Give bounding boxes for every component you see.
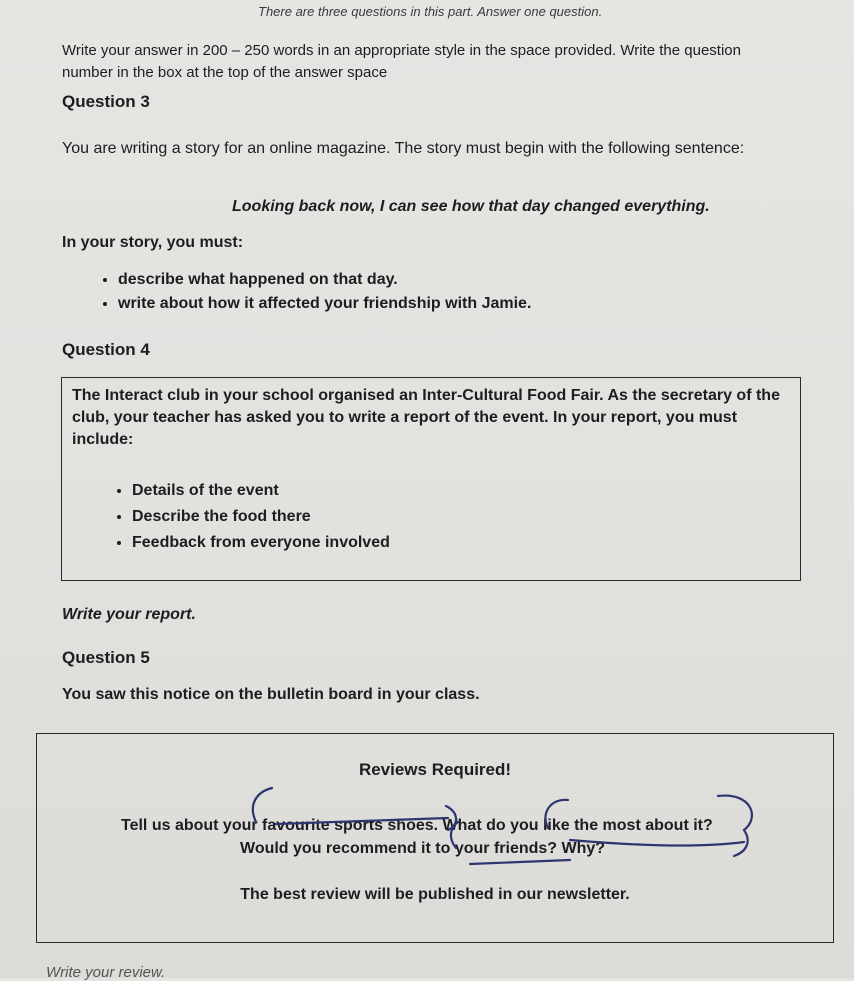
question-5-intro: You saw this notice on the bulletin board in your class.	[62, 686, 480, 703]
list-item: • write about how it affected your friendship with Jamie.	[118, 292, 531, 316]
notice-line-2: Would you recommend it to your friends? Why?	[240, 840, 606, 857]
list-item: • Details of the event	[132, 478, 390, 504]
footer-text: Write your review.	[46, 964, 166, 981]
question-3-must: In your story, you must:	[62, 234, 244, 251]
question-3-quote: Looking back now, I can see how that day changed everything.	[232, 198, 710, 215]
question-5-heading: Question 5	[62, 648, 150, 667]
notice-line-1: Tell us about your favourite sports shoes. What do you like the most about it?	[121, 817, 713, 834]
list-item: • describe what happened on that day.	[118, 268, 531, 292]
notice-title: Reviews Required!	[358, 760, 512, 779]
instructions-text: Write your answer in 200 – 250 words in an appropriate style in the space provided. Write the question number in the box at the top of the answer space	[62, 42, 741, 81]
question-4-heading: Question 4	[62, 340, 150, 359]
question-3-prompt: You are writing a story for an online magazine. The story must begin with the following sentence:	[62, 140, 745, 157]
question-4-bullets	[114, 478, 390, 556]
list-item: • Feedback from everyone involved	[132, 530, 390, 556]
question-3-heading: Question 3	[62, 92, 150, 111]
list-item: • Describe the food there	[132, 504, 390, 530]
question-4-box-text: The Interact club in your school organised an Inter-Cultural Food Fair. As the secretary of the club, your teacher has asked you to write a report of the event. In your report, you must include:	[72, 387, 780, 448]
notice-box	[36, 733, 834, 943]
notice-line-3: The best review will be published in our newsletter.	[240, 886, 630, 903]
intro-text: There are three questions in this part. Answer one question.	[258, 4, 603, 19]
question-4-write: Write your report.	[62, 606, 196, 623]
question-4-box	[61, 377, 801, 581]
question-3-bullets	[100, 268, 531, 316]
